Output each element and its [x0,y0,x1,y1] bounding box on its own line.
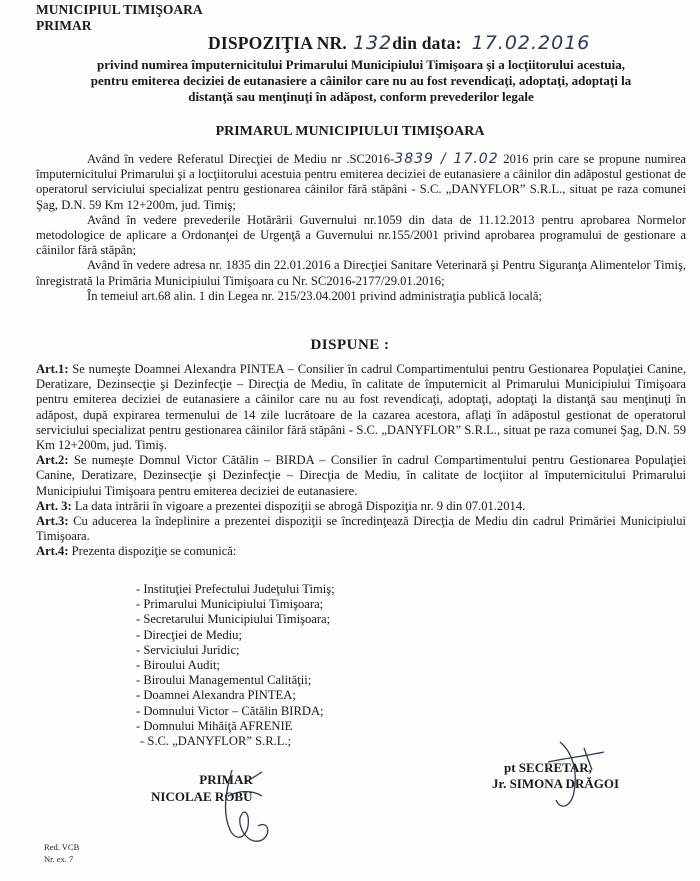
list-item: - Secretarului Municipiului Timişoara; [136,612,331,627]
mayor-name: NICOLAE ROBU [151,789,253,804]
secretary-name: Jr. SIMONA DRĂGOI [492,776,620,791]
article-1: Art.1: Se numeşte Doamnei Alexandra PINTEA – Consilier în cadrul Compartimentului pentru Gestionarea Populaţiei Canine, Deratizare, Dezinsecţie şi Dezinfecţie – Direcţia de Mediu, în calitate de împuternicit al Primarului Municipiului Timişoara pentru emiterea deciziei de eutanasiere a câinilor care nu au fost revendicaţi, adoptaţi, adoptaţi la distanţă sau menţinuţi în adăpost, după expirarea termenului de 14 zile lucrătoare de la cazarea acestora, aflaţi în adăpostul gestionat de operatorul serviciului specializat pentru gestionarea câinilor fără stăpâni - S.C. „DANYFLOR” S.R.L., situat pe raza comunei Şag, D.N. 59 Km 12+200m, jud. Timiş. [36,362,686,453]
title-date-handwritten: 17.02.2016 [471,32,591,54]
title-prefix: DISPOZIŢIA NR. [208,33,347,53]
secretary-role: pt SECRETAR, [504,760,592,775]
list-item: - Direcţiei de Mediu; [136,627,242,642]
header-institution: MUNICIPIUL TIMIŞOARA [36,2,203,17]
list-item: - S.C. „DANYFLOR” S.R.L.; [140,734,292,749]
list-item: - Biroului Managementul Calităţii; [136,673,312,688]
subject-line: privind numirea împuternicitului Primarului Municipiului Timişoara şi a locţiitorului acestuia, [97,57,625,72]
preamble-paragraph: Având în vedere adresa nr. 1835 din 22.01.2016 a Direcţiei Sanitare Veterinară şi Pentru Siguranţa Alimentelor Timiş, înregistrată la Primăria Municipiului Timişoara cu Nr. SC2016-2177/29.01.2016; [36,258,686,288]
list-item: - Doamnei Alexandra PINTEA; [136,688,296,703]
referat-number-handwritten: 3839 / 17.02 [394,151,499,167]
list-item: - Biroului Audit; [136,658,220,673]
footer-redactor: Red. VCB [44,842,80,852]
subject-line: pentru emiterea deciziei de eutanasiere a câinilor care nu au fost revendicaţi, adoptaţi, adoptaţi la [90,73,632,88]
header-role: PRIMAR [36,18,92,33]
preamble-paragraph: În temeiul art.68 alin. 1 din Legea nr. 215/23.04.2001 privind administraţia publică locală; [87,288,543,303]
list-item: - Domnului Victor – Cătălin BIRDA; [136,703,324,718]
title-date-label: din data: [392,33,462,53]
subject-line: distanţă sau menţinuţi în adăpost, conform prevederilor legale [188,89,534,104]
preamble-paragraph: Având în vedere Referatul Direcţiei de Mediu nr .SC2016-3839 / 17.02 2016 prin care se propune numirea împuternicitului Primarului şi a locţiitorului acestuia pentru emiterea deciziei de eutanasiere a câinilor din adăpostul gestionat de operatorul serviciului specializat pentru gestionarea câinilor fără stăpâni - S.C. „DANYFLOR” S.R.L., situat pe raza comunei Şag, D.N. 59 Km 12+200m, jud. Timiş; [36,151,687,212]
title-number-handwritten: 132 [352,32,393,54]
mayor-role: PRIMAR [199,772,253,787]
article-3: Art. 3: La data intrării în vigoare a prezentei dispoziţii se abrogă Dispoziţia nr. 9 din 07.01.2014. [36,498,526,513]
footer-copies: Nr. ex. 7 [44,854,74,864]
list-item: - Primarului Municipiului Timişoara; [136,597,324,612]
issuer-heading: PRIMARUL MUNICIPIULUI TIMIŞOARA [215,124,485,139]
article-2: Art.2: Se numeşte Domnul Victor Cătălin – BIRDA – Consilier în cadrul Compartimentului pentru Gestionarea Populaţiei Canine, Deratizare, Dezinsecţie şi Dezinfecţie – Direcţia de Mediu, în calitate de locţiitor al împuternicitului Primarului Municipiului Timişoara pentru emiterea deciziei de eutanasiere. [36,453,686,498]
mayor-signature [226,770,268,841]
list-item: - Domnului Mihăiţă AFRENIE [136,718,293,733]
list-item: - Instituţiei Prefectului Judeţului Timiş; [136,582,335,596]
article-3b: Art.3: Cu aducerea la îndeplinire a prezentei dispoziţii se încredinţează Direcţia de Mediu din cadrul Primăriei Municipiului Timişoara. [36,514,686,544]
list-item: - Serviciului Juridic; [136,642,240,657]
secretary-signature [548,742,604,806]
dispune-heading: DISPUNE : [310,337,390,353]
preamble-paragraph: Având în vedere prevederile Hotărârii Guvernului nr.1059 din data de 11.12.2013 pentru aprobarea Normelor metodologice de aplicare a Ordonanţei de Urgenţă a Guvernului nr.155/2001 privind aprobarea programului de gestionare a câinilor fără stăpân; [36,212,686,258]
article-4: Art.4: Prezenta dispoziţie se comunică: [36,544,237,559]
